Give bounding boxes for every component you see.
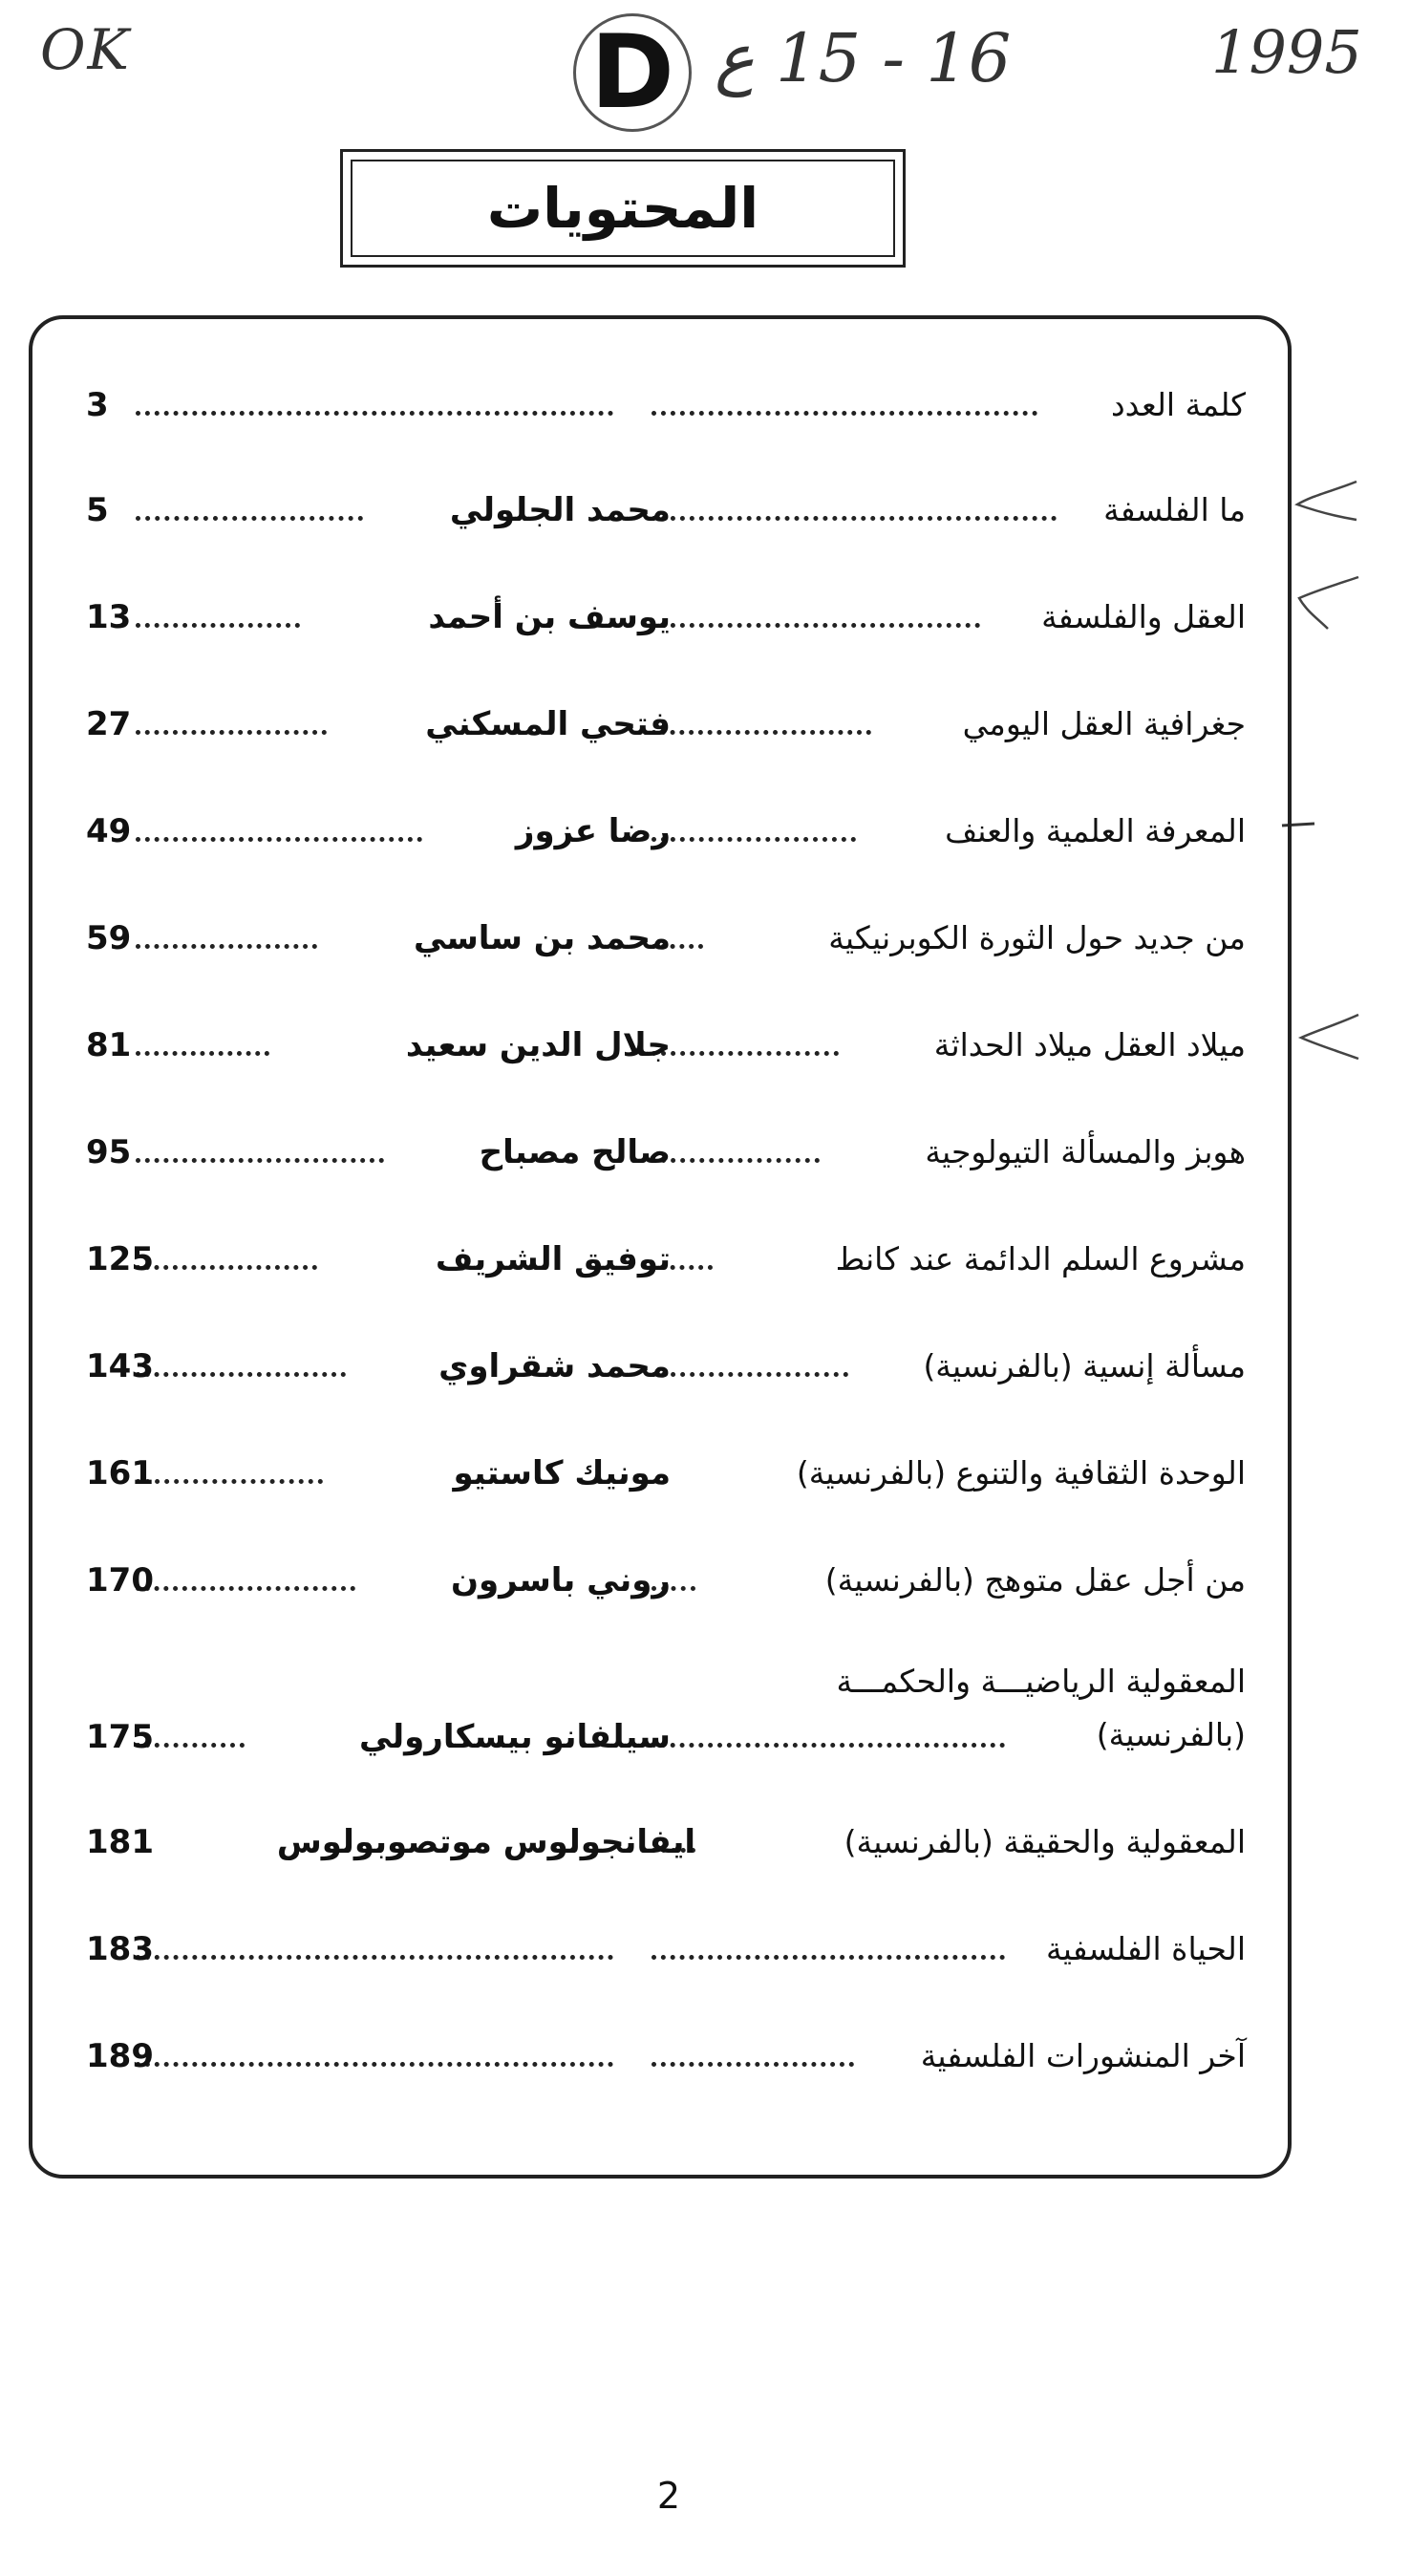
toc-entry[interactable] xyxy=(32,1655,1288,1770)
leader-dots xyxy=(652,1372,848,1377)
toc-page-number: 125 xyxy=(86,1240,154,1278)
leader-dots xyxy=(652,1158,820,1163)
toc-page-number: 59 xyxy=(86,919,132,957)
leader-dots xyxy=(136,1479,323,1484)
toc-author: جلال الدين سعيد xyxy=(405,1026,671,1064)
toc-entry[interactable] xyxy=(32,1552,1288,1609)
toc-page-number: 175 xyxy=(86,1718,154,1756)
toc-entry[interactable] xyxy=(32,803,1288,860)
toc-page-number: 189 xyxy=(86,2037,154,2075)
leader-dots xyxy=(652,1051,839,1056)
toc-title-continued: (بالفرنسية) xyxy=(1096,1716,1246,1753)
toc-entry[interactable] xyxy=(32,1338,1288,1395)
toc-title: آخر المنشورات الفلسفية xyxy=(920,2037,1246,2074)
toc-title: كلمة العدد xyxy=(1110,386,1246,423)
leader-dots xyxy=(136,1586,355,1591)
leader-dots xyxy=(652,1743,1005,1748)
toc-author: توفيق الشريف xyxy=(435,1240,671,1278)
leader-dots xyxy=(136,1158,384,1163)
toc-title: هوبز والمسألة التيولوجية xyxy=(925,1133,1246,1170)
leader-dots xyxy=(652,411,1037,416)
toc-entry[interactable] xyxy=(32,910,1288,967)
leader-dots xyxy=(136,730,327,735)
toc-title: الحياة الفلسفية xyxy=(1046,1930,1246,1967)
toc-entry[interactable] xyxy=(32,1921,1288,1978)
pen-check-mark-icon xyxy=(1290,474,1366,531)
toc-author: صالح مصباح xyxy=(479,1133,671,1171)
toc-page-number: 143 xyxy=(86,1347,154,1385)
pen-check-mark-icon xyxy=(1290,569,1366,636)
toc-author: سيلفانو بيسكارولي xyxy=(358,1718,671,1756)
page-number: 2 xyxy=(656,2475,681,2517)
title-frame xyxy=(340,149,906,268)
leader-dots xyxy=(652,1955,1005,1960)
leader-dots xyxy=(652,516,1057,521)
title-inner-frame xyxy=(351,160,895,257)
toc-title: مسألة إنسية (بالفرنسية) xyxy=(923,1347,1246,1385)
leader-dots xyxy=(652,730,871,735)
toc-page-number: 183 xyxy=(86,1930,154,1968)
toc-author: ايفانجولوس موتصوبولوس xyxy=(276,1823,695,1861)
toc-author: مونيك كاستيو xyxy=(453,1454,671,1492)
toc-title: الوحدة الثقافية والتنوع (بالفرنسية) xyxy=(796,1454,1246,1492)
leader-dots xyxy=(652,623,980,628)
toc-page-number: 181 xyxy=(86,1823,154,1861)
leader-dots xyxy=(136,944,317,949)
toc-entry[interactable] xyxy=(32,1445,1288,1502)
toc-title: ميلاد العقل ميلاد الحداثة xyxy=(933,1026,1246,1063)
leader-dots xyxy=(136,1955,613,1960)
leader-dots xyxy=(136,1372,346,1377)
leader-dots xyxy=(136,516,363,521)
toc-entry[interactable] xyxy=(32,696,1288,753)
toc-entry[interactable] xyxy=(32,2028,1288,2085)
leader-dots xyxy=(652,837,856,842)
toc-title: ما الفلسفة xyxy=(1103,491,1246,528)
leader-dots xyxy=(136,623,300,628)
toc-page-number: 49 xyxy=(86,812,132,850)
toc-title: من جديد حول الثورة الكوبرنيكية xyxy=(828,919,1246,956)
toc-entry[interactable] xyxy=(32,1814,1288,1871)
toc-author: محمد الجلولي xyxy=(449,491,671,529)
toc-title: جغرافية العقل اليومي xyxy=(962,705,1246,742)
toc-page-number: 170 xyxy=(86,1561,154,1599)
toc-entry[interactable] xyxy=(32,1231,1288,1288)
leader-dots xyxy=(136,837,422,842)
handwritten-reference: 16 - 15 ع xyxy=(715,19,1012,97)
toc-page-number: 3 xyxy=(86,386,109,424)
leader-dots xyxy=(136,2062,613,2067)
leader-dots xyxy=(652,2062,854,2067)
leader-dots xyxy=(136,411,613,416)
toc-entry[interactable] xyxy=(32,1124,1288,1181)
toc-title: المعرفة العلمية والعنف xyxy=(945,812,1246,849)
table-of-contents xyxy=(29,315,1292,2179)
toc-title: العقل والفلسفة xyxy=(1041,598,1246,635)
toc-entry[interactable] xyxy=(32,589,1288,646)
toc-page-number: 27 xyxy=(86,705,132,743)
toc-author: رضا عزوز xyxy=(515,812,671,850)
stamp-letter: D xyxy=(590,13,674,131)
pen-check-mark-icon xyxy=(1292,1009,1368,1066)
toc-author: محمد بن ساسي xyxy=(413,919,671,957)
toc-entry[interactable] xyxy=(32,1017,1288,1074)
toc-page-number: 5 xyxy=(86,491,109,529)
toc-page-number: 13 xyxy=(86,598,132,636)
toc-title: المعقولية والحقيقة (بالفرنسية) xyxy=(844,1823,1246,1860)
toc-entry[interactable] xyxy=(32,482,1288,539)
page-title: المحتويات xyxy=(486,176,759,241)
toc-page-number: 161 xyxy=(86,1454,154,1492)
handwritten-ok: OK xyxy=(40,17,131,82)
circle-stamp xyxy=(573,13,692,132)
toc-page-number: 81 xyxy=(86,1026,132,1064)
leader-dots xyxy=(136,1265,317,1270)
toc-author: محمد شقراوي xyxy=(438,1347,671,1385)
toc-title: مشروع السلم الدائمة عند كانط xyxy=(835,1240,1246,1277)
toc-author: روني باسرون xyxy=(451,1561,671,1599)
toc-title: من أجل عقل متوهج (بالفرنسية) xyxy=(824,1561,1246,1599)
toc-author: يوسف بن أحمد xyxy=(428,598,671,636)
toc-title: المعقولية الرياضيـــة والحكمـــة xyxy=(836,1663,1246,1700)
toc-author: فتحي المسكني xyxy=(425,705,671,743)
leader-dots xyxy=(136,1051,269,1056)
toc-entry[interactable] xyxy=(32,376,1288,434)
toc-page-number: 95 xyxy=(86,1133,132,1171)
handwritten-year: 1995 xyxy=(1211,17,1362,87)
